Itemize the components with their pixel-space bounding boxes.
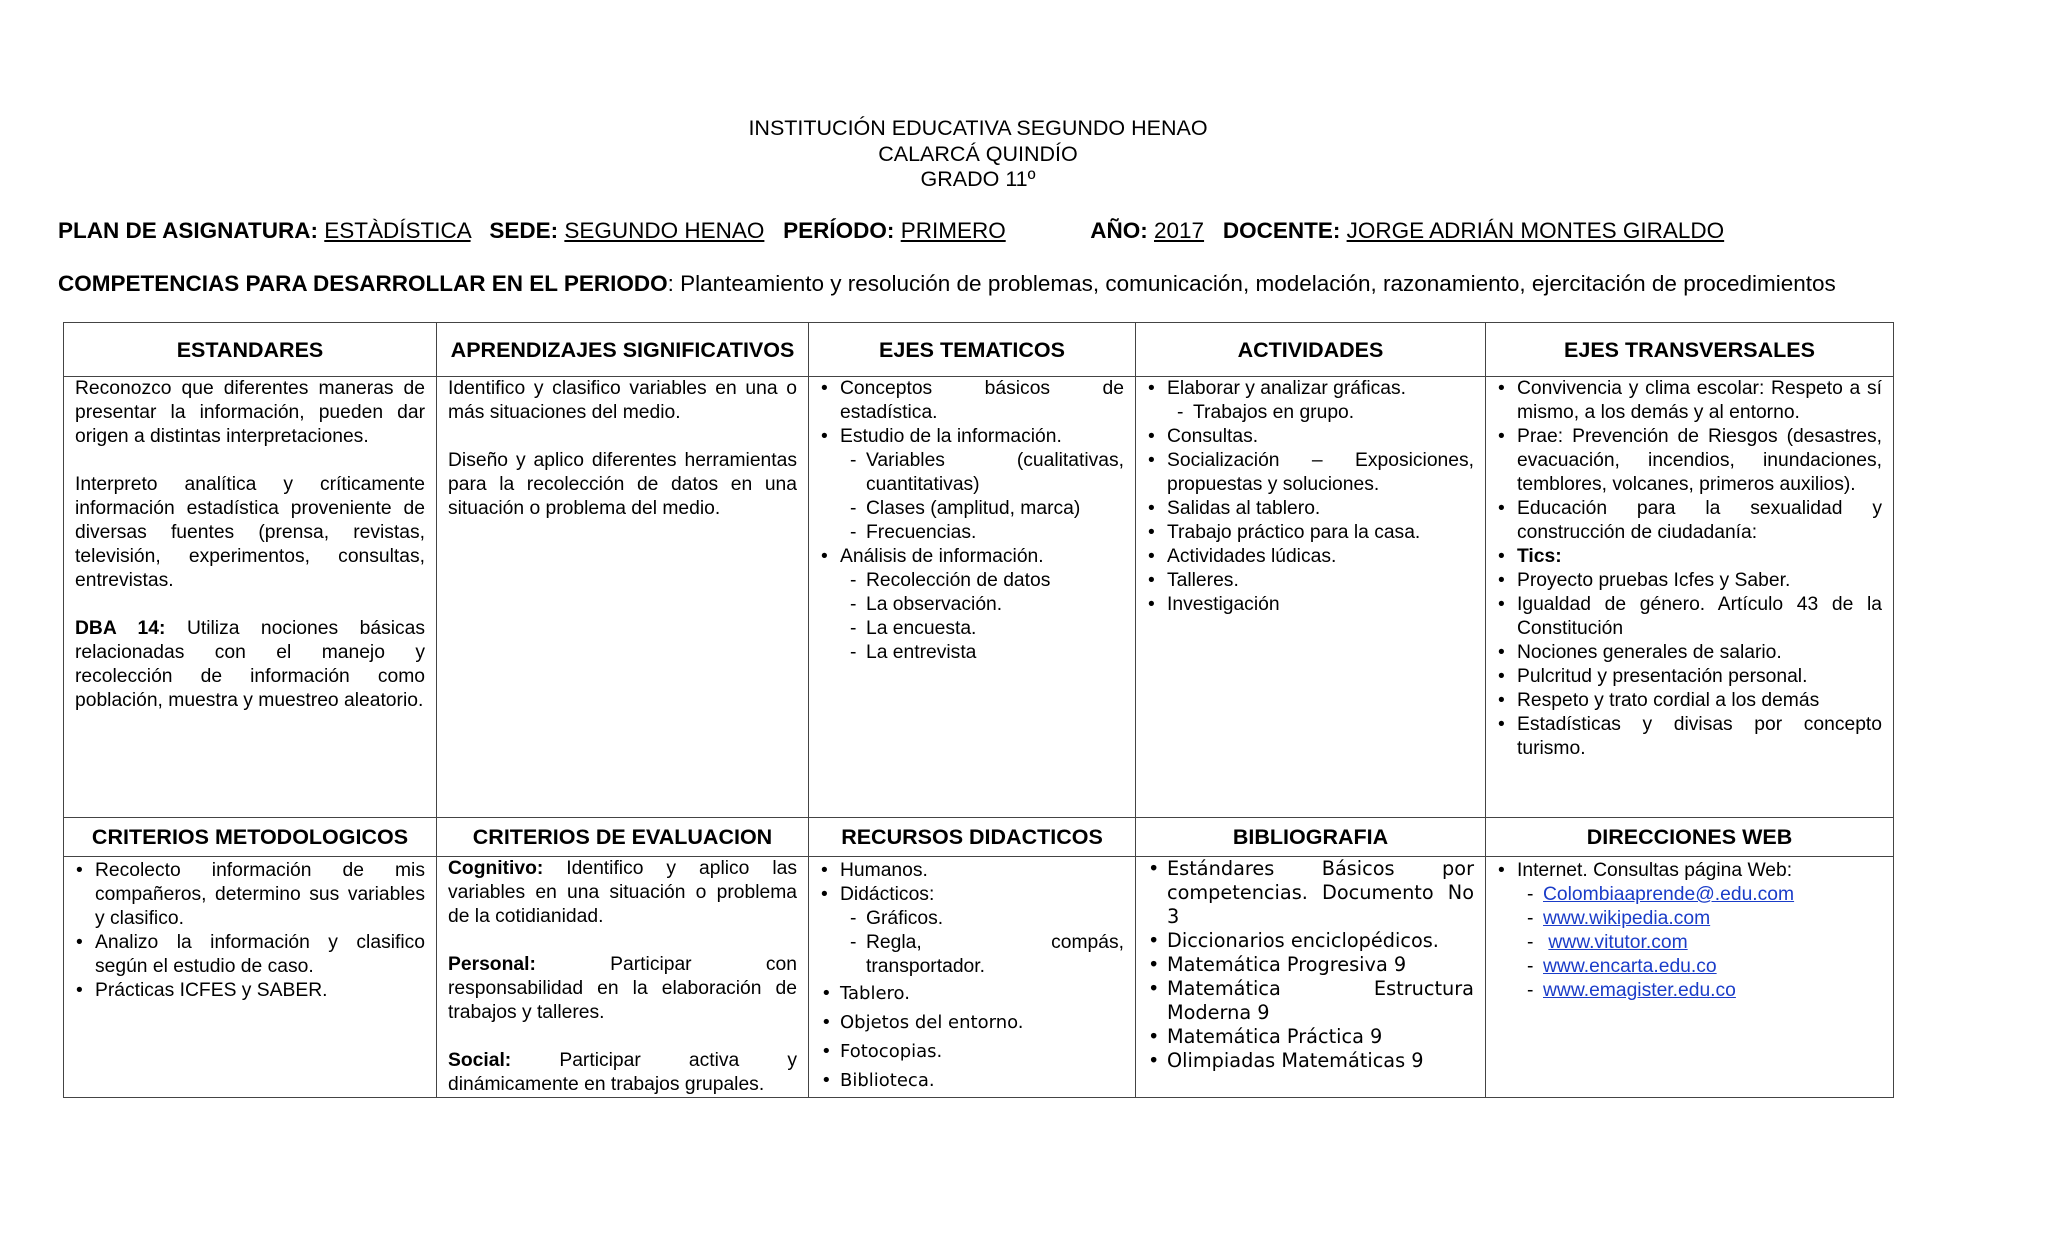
list-item xyxy=(1517,859,1882,1003)
list-item: • Fotocopias. xyxy=(840,1037,1124,1066)
link-encarta[interactable]: www.encarta.edu.co xyxy=(1543,956,1717,977)
ejes-list xyxy=(820,377,1124,665)
list-item-text: Estudio de la información. xyxy=(840,426,1062,447)
list-item-text: Internet. Consultas página Web: xyxy=(1517,860,1793,881)
links-list xyxy=(1517,883,1882,1003)
header-bibliografia: BIBLIOGRAFIA xyxy=(1136,818,1486,857)
cell-bibliografia xyxy=(1136,857,1486,1098)
institution-title: INSTITUCIÓN EDUCATIVA SEGUNDO HENAO xyxy=(748,116,1208,140)
social-text: Participar activa y dinámicamente en trabajos grupales. xyxy=(448,1050,797,1095)
cognitivo-label: Cognitivo: xyxy=(448,858,544,879)
list-item: • Consultas. xyxy=(1167,425,1474,449)
personal-label: Personal: xyxy=(448,954,536,975)
cognitivo-text: Identifico y aplico las variables en una situación o problema de la cotidianidad. xyxy=(448,858,797,927)
aprendizaje-p2: Diseño y aplico diferentes herramientas para la recolección de datos en una situación o problema del medio. xyxy=(448,450,797,519)
list-item: • Convivencia y clima escolar: Respeto a sí mismo, a los demás y al entorno. xyxy=(1517,377,1882,425)
link-item xyxy=(1543,907,1882,931)
sublist xyxy=(840,907,1124,979)
competencias-text: : Planteamiento y resolución de problemas, comunicación, modelación, razonamiento, ejercitación de procedimientos xyxy=(667,271,1836,296)
table-header-row-2 xyxy=(64,818,1894,857)
link-item xyxy=(1543,931,1882,955)
sublist xyxy=(840,449,1124,545)
teacher-value: JORGE ADRIÁN MONTES GIRALDO xyxy=(1346,218,1725,243)
list-item: • Matemática Estructura Moderna 9 xyxy=(1167,977,1474,1025)
subject-label: PLAN DE ASIGNATURA: xyxy=(58,218,318,243)
bibliografia-list xyxy=(1147,857,1474,1073)
list-item: • Biblioteca. xyxy=(840,1066,1124,1095)
link-item xyxy=(1543,979,1882,1003)
list-item: • Trabajo práctico para la casa. xyxy=(1167,521,1474,545)
list-item-text: Didácticos: xyxy=(840,884,935,905)
list-item: • Analizo la información y clasifico según el estudio de caso. xyxy=(95,931,425,979)
eval-social xyxy=(448,1049,797,1097)
personal-text: Participar con responsabilidad en la elaboración de trabajos y talleres. xyxy=(448,954,797,1023)
list-item xyxy=(840,545,1124,665)
sublist xyxy=(1167,401,1474,425)
eval-personal xyxy=(448,953,797,1025)
list-item-text: Conceptos básicos de estadística. xyxy=(840,378,1124,423)
cell-aprendizajes xyxy=(437,377,809,818)
cell-criterios-metodologicos xyxy=(64,857,437,1098)
sublist-item: - La entrevista xyxy=(866,641,1124,665)
header-ejes-tematicos: EJES TEMATICOS xyxy=(809,323,1136,377)
sublist-item: - La observación. xyxy=(866,593,1124,617)
cell-direcciones-web xyxy=(1486,857,1894,1098)
list-item: • Salidas al tablero. xyxy=(1167,497,1474,521)
social-label: Social: xyxy=(448,1050,512,1071)
list-item: • Tablero. xyxy=(840,979,1124,1008)
period-value: PRIMERO xyxy=(900,218,1006,243)
list-item: • Proyecto pruebas Icfes y Saber. xyxy=(1517,569,1882,593)
header-actividades: ACTIVIDADES xyxy=(1136,323,1486,377)
cell-actividades xyxy=(1136,377,1486,818)
dba-text: Utiliza nociones básicas relacionadas con el manejo y recolección de información como población, muestra y muestreo aleatorio. xyxy=(75,618,425,711)
list-item-text: Análisis de información. xyxy=(840,546,1044,567)
estandar-dba xyxy=(75,617,425,713)
list-item: • Recolecto información de mis compañeros, determino sus variables y clasifico. xyxy=(95,859,425,931)
list-item xyxy=(1167,377,1474,425)
link-vitutor[interactable]: www.vitutor.com xyxy=(1548,932,1688,953)
list-item: • Talleres. xyxy=(1167,569,1474,593)
sublist xyxy=(840,569,1124,665)
table-body-row-2 xyxy=(64,857,1894,1098)
sublist-item: - Gráficos. xyxy=(866,907,1124,931)
period-label: PERÍODO: xyxy=(783,218,895,243)
competencias-label: COMPETENCIAS PARA DESARROLLAR EN EL PERIODO xyxy=(58,271,668,296)
plan-line xyxy=(58,218,1724,244)
competencias-line xyxy=(58,271,1836,297)
tics-label: Tics: xyxy=(1517,546,1562,567)
list-item xyxy=(840,425,1124,545)
sublist-item: - Trabajos en grupo. xyxy=(1193,401,1474,425)
city-title: CALARCÁ QUINDÍO xyxy=(878,142,1078,166)
list-item: • Estadísticas y divisas por concepto turismo. xyxy=(1517,713,1882,761)
list-item xyxy=(1517,545,1882,569)
list-item: • Igualdad de género. Artículo 43 de la Constitución xyxy=(1517,593,1882,641)
list-item: • Prae: Prevención de Riesgos (desastres, evacuación, incendios, inundaciones, temblores, volcanes, primeros auxilios). xyxy=(1517,425,1882,497)
list-item: • Investigación xyxy=(1167,593,1474,617)
header-aprendizajes: APRENDIZAJES SIGNIFICATIVOS xyxy=(437,323,809,377)
list-item: • Socialización – Exposiciones, propuestas y soluciones. xyxy=(1167,449,1474,497)
cell-ejes-tematicos xyxy=(809,377,1136,818)
list-item xyxy=(840,377,1124,425)
recursos-list xyxy=(820,859,1124,979)
teacher-label: DOCENTE: xyxy=(1222,218,1341,243)
recursos-list-2 xyxy=(820,979,1124,1095)
cell-ejes-transversales xyxy=(1486,377,1894,818)
list-item: • Actividades lúdicas. xyxy=(1167,545,1474,569)
header-criterios-evaluacion: CRITERIOS DE EVALUACION xyxy=(437,818,809,857)
link-item xyxy=(1543,955,1882,979)
list-item: • Respeto y trato cordial a los demás xyxy=(1517,689,1882,713)
cell-recursos-didacticos xyxy=(809,857,1136,1098)
plan-table xyxy=(63,322,1894,1098)
sublist-item: - Regla, compás, transportador. xyxy=(866,931,1124,979)
transversales-list xyxy=(1497,377,1882,761)
list-item xyxy=(840,883,1124,979)
list-item: • Diccionarios enciclopédicos. xyxy=(1167,929,1474,953)
list-item: • Olimpiadas Matemáticas 9 xyxy=(1167,1049,1474,1073)
header-criterios-metodologicos: CRITERIOS METODOLOGICOS xyxy=(64,818,437,857)
subject-value: ESTÀDÍSTICA xyxy=(324,218,471,243)
list-item: • Nociones generales de salario. xyxy=(1517,641,1882,665)
aprendizaje-p1: Identifico y clasifico variables en una o más situaciones del medio. xyxy=(448,378,797,423)
cell-criterios-evaluacion xyxy=(437,857,809,1098)
header-ejes-transversales: EJES TRANSVERSALES xyxy=(1486,323,1894,377)
link-colombiaaprende[interactable]: Colombiaaprende@.edu.com xyxy=(1543,884,1795,905)
list-item: • Humanos. xyxy=(840,859,1124,883)
estandar-p2: Interpreto analítica y críticamente información estadística proveniente de diversas fuentes (prensa, revistas, televisión, experimentos, consultas, entrevistas. xyxy=(75,474,425,591)
sublist-item: - Recolección de datos xyxy=(866,569,1124,593)
year-label: AÑO: xyxy=(1090,218,1148,243)
list-item: • Objetos del entorno. xyxy=(840,1008,1124,1037)
sublist-item: - La encuesta. xyxy=(866,617,1124,641)
sede-label: SEDE: xyxy=(489,218,559,243)
list-item: • Matemática Práctica 9 xyxy=(1167,1025,1474,1049)
link-emagister[interactable]: www.emagister.edu.co xyxy=(1543,980,1736,1001)
header-direcciones-web: DIRECCIONES WEB xyxy=(1486,818,1894,857)
list-item: • Prácticas ICFES y SABER. xyxy=(95,979,425,1003)
list-item: • Estándares Básicos por competencias. Documento No 3 xyxy=(1167,857,1474,929)
eval-cognitivo xyxy=(448,857,797,929)
table-body-row-1 xyxy=(64,377,1894,818)
link-item xyxy=(1543,883,1882,907)
actividades-list xyxy=(1147,377,1474,617)
header-estandares: ESTANDARES xyxy=(64,323,437,377)
list-item-text: Elaborar y analizar gráficas. xyxy=(1167,378,1406,399)
list-item: • Matemática Progresiva 9 xyxy=(1167,953,1474,977)
sublist-item: - Clases (amplitud, marca) xyxy=(866,497,1124,521)
metodologicos-list xyxy=(75,859,425,1003)
sublist-item: - Frecuencias. xyxy=(866,521,1124,545)
list-item: • Pulcritud y presentación personal. xyxy=(1517,665,1882,689)
table-header-row-1 xyxy=(64,323,1894,377)
sede-value: SEGUNDO HENAO xyxy=(564,218,765,243)
list-item: • Educación para la sexualidad y construcción de ciudadanía: xyxy=(1517,497,1882,545)
sublist-item: - Variables (cualitativas, cuantitativas) xyxy=(866,449,1124,497)
header-recursos-didacticos: RECURSOS DIDACTICOS xyxy=(809,818,1136,857)
estandar-p1: Reconozco que diferentes maneras de presentar la información, pueden dar origen a distintas interpretaciones. xyxy=(75,378,425,447)
dba-label: DBA 14: xyxy=(75,618,166,639)
link-wikipedia[interactable]: www.wikipedia.com xyxy=(1543,908,1711,929)
cell-estandares xyxy=(64,377,437,818)
year-value: 2017 xyxy=(1154,218,1205,243)
web-list xyxy=(1497,859,1882,1003)
grade-title: GRADO 11º xyxy=(920,167,1036,191)
